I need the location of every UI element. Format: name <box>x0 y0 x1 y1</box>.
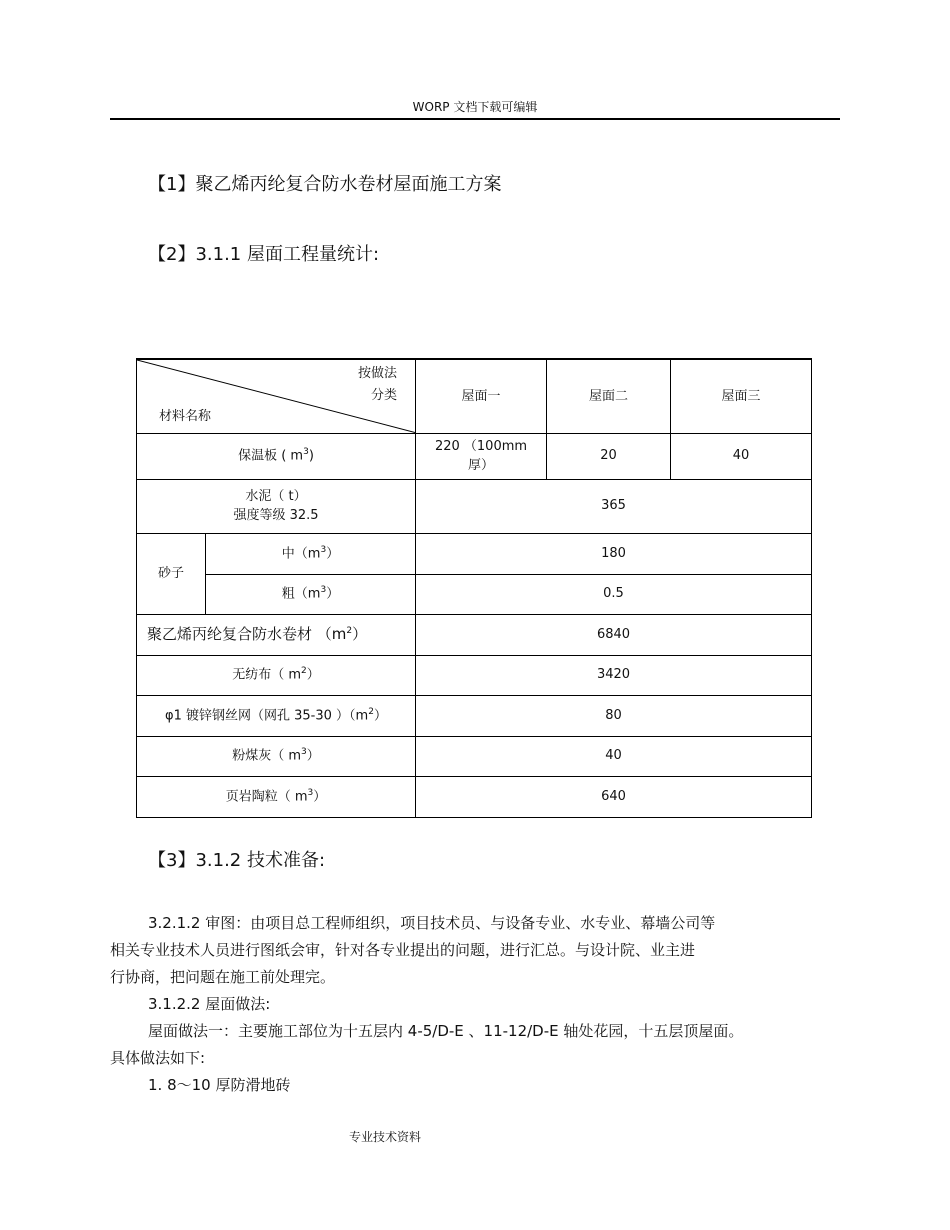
row-label: 聚乙烯丙纶复合防水卷材 $(m^2)$ <box>137 614 416 655</box>
cell-value: 80 <box>416 695 812 736</box>
cell-value: 20 <box>547 433 671 479</box>
cell-value: 0.5 <box>416 574 812 614</box>
row-label: 页岩陶粒（ $m^3$） <box>137 776 416 817</box>
body-paragraph: 具体做法如下: <box>110 1049 206 1067</box>
table-row <box>137 655 812 695</box>
table-row <box>137 776 812 817</box>
materials-table <box>136 358 812 818</box>
diag-label-bottom: 材料名称 <box>159 409 212 424</box>
table-row <box>137 433 812 479</box>
table-row <box>137 479 812 533</box>
col-header-1: 屋面一 <box>416 359 547 433</box>
row-label: 保温板 ( $m^3$) <box>137 433 416 479</box>
body-paragraph: 相关专业技术人员进行图纸会审，针对各专业提出的问题，进行汇总。与设计院、业主进 <box>110 941 696 959</box>
cell-value: 3420 <box>416 655 812 695</box>
diagonal-header-cell <box>137 359 416 433</box>
body-paragraph: 屋面做法一：主要施工部位为十五层内 4-5/D-E 、11-12/D-E 轴处花园，十五层顶屋面。 <box>148 1022 744 1040</box>
table-row <box>137 533 812 574</box>
heading-3: 【3】3.1.2 技术准备: <box>148 850 326 871</box>
header-rule <box>110 118 840 120</box>
page-footer: 专业技术资料 <box>348 1130 421 1144</box>
col-header-2: 屋面二 <box>547 359 671 433</box>
heading-2: 【2】3.1.1 屋面工程量统计: <box>148 244 380 265</box>
body-paragraph: 行协商，把问题在施工前处理完。 <box>110 968 336 986</box>
cell-value: 180 <box>416 533 812 574</box>
cell-value: 40 <box>671 433 812 479</box>
row-label: 无纺布（ $m^2$） <box>137 655 416 695</box>
row-label: 粗$(m^3)$ <box>206 574 416 614</box>
table-row <box>137 614 812 655</box>
cell-value: 40 <box>416 736 812 776</box>
col-header-3: 屋面三 <box>671 359 812 433</box>
body-paragraph: 1. 8～10 厚防滑地砖 <box>148 1076 291 1094</box>
row-label: φ1 镀锌钢丝网（网孔 35-30 ）$(m^2)$ <box>137 695 416 736</box>
row-label: 粉煤灰（ $m^3$） <box>137 736 416 776</box>
cell-value: 640 <box>416 776 812 817</box>
page-header: WORP 文档下载可编辑 <box>412 100 538 114</box>
row-label: 水泥（ t） 强度等级 32.5 <box>137 479 416 533</box>
table-row <box>137 736 812 776</box>
cell-value: 220 （100mm 厚） <box>416 433 547 479</box>
diag-label-top: 按做法 <box>357 366 397 381</box>
body-paragraph: 3.1.2.2 屋面做法: <box>148 995 271 1013</box>
table-row <box>137 574 812 614</box>
table-row <box>137 695 812 736</box>
heading-1: 【1】聚乙烯丙纶复合防水卷材屋面施工方案 <box>148 174 502 195</box>
cell-value: 365 <box>416 479 812 533</box>
row-label: 中$(m^3)$ <box>206 533 416 574</box>
diag-label-top2: 分类 <box>370 388 397 403</box>
group-label-sand: 砂子 <box>137 533 206 614</box>
cell-value: 6840 <box>416 614 812 655</box>
body-paragraph: 3.2.1.2 审图：由项目总工程师组织，项目技术员、与设备专业、水专业、幕墙公司等 <box>148 914 716 932</box>
